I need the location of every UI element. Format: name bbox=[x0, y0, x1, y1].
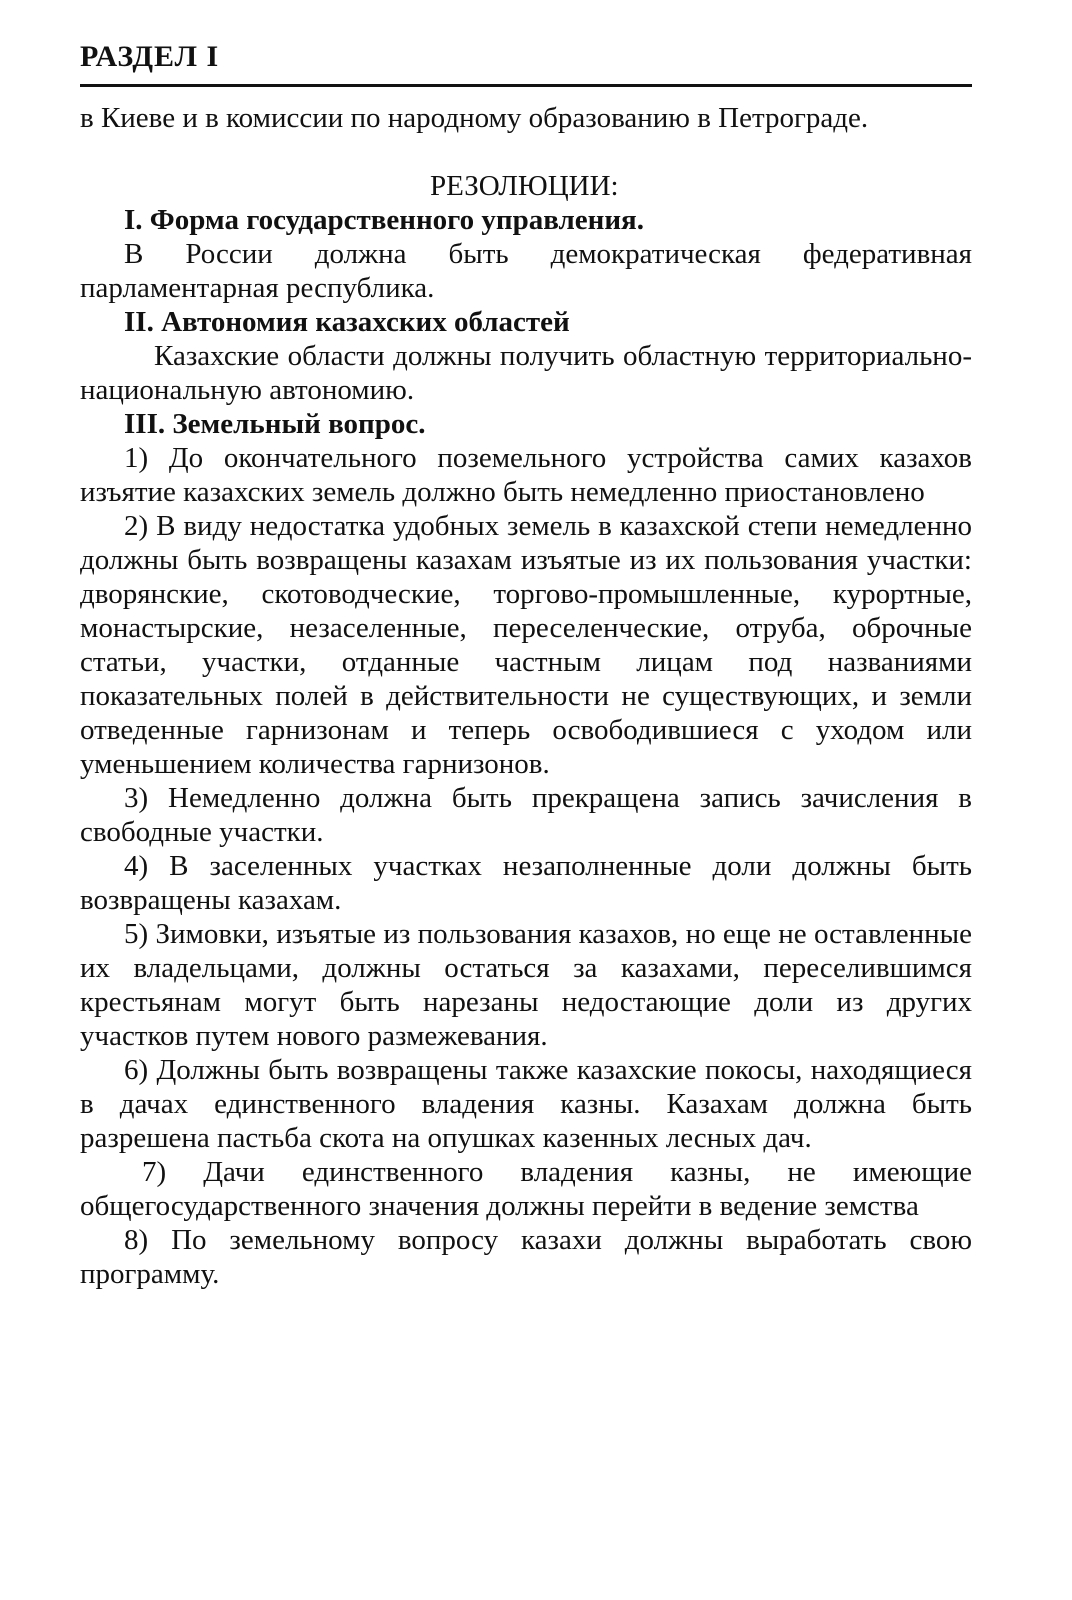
land-item-8: 8) По земельному вопросу казахи должны выработать свою программу. bbox=[80, 1224, 972, 1290]
section-2-title: II. Автономия казахских областей bbox=[124, 306, 570, 338]
land-item-7: 7) Дачи единственного владения казны, не имеющие общегосударственного значения должны перейти в ведение земства bbox=[80, 1156, 972, 1222]
section-3-title: III. Земельный вопрос. bbox=[124, 408, 426, 440]
resolutions-heading: РЕЗОЛЮЦИИ: bbox=[430, 170, 619, 202]
section-1-text: В России должна быть демократическая федеративная парламентарная республика. bbox=[80, 238, 972, 304]
land-item-2: 2) В виду недостатка удобных земель в казахской степи немедленно должны быть возвращены казахам изъятые из их пользования участки: дворянские, скотоводческие, торгово-промышленные, курортные, монастырские, незаселенные, переселенческие, отруба, оброчные статьи, участки, отданные частным лицам под названиями показательных полей в действительности не существующих, и земли отведенные гарнизонам и теперь освободившиеся с уходом или уменьшением количества гарнизонов. bbox=[80, 510, 972, 780]
running-head: РАЗДЕЛ I bbox=[80, 40, 220, 73]
section-1-title: I. Форма государственного управления. bbox=[124, 204, 644, 236]
land-item-3: 3) Немедленно должна быть прекращена запись зачисления в свободные участки. bbox=[80, 782, 972, 848]
land-item-1: 1) До окончательного поземельного устройства самих казахов изъятие казахских земель должно быть немедленно приостановлено bbox=[80, 442, 972, 508]
section-2-text: Казахские области должны получить областную территориально-национальную автономию. bbox=[80, 340, 972, 406]
land-item-6: 6) Должны быть возвращены также казахские покосы, находящиеся в дачах единственного владения казны. Казахам должна быть разрешена пастьба скота на опушках казенных лесных дач. bbox=[80, 1054, 972, 1154]
land-item-4: 4) В заселенных участках незаполненные доли должны быть возвращены казахам. bbox=[80, 850, 972, 916]
header-rule bbox=[80, 84, 972, 87]
document-body bbox=[80, 101, 972, 1291]
land-item-5: 5) Зимовки, изъятые из пользования казахов, но еще не оставленные их владельцами, должны остаться за казахами, переселившимся крестьянам могут быть нарезаны недостающие доли из других участков путем нового размежевания. bbox=[80, 918, 972, 1052]
intro-paragraph: в Киеве и в комиссии по народному образованию в Петрограде. bbox=[80, 102, 869, 134]
